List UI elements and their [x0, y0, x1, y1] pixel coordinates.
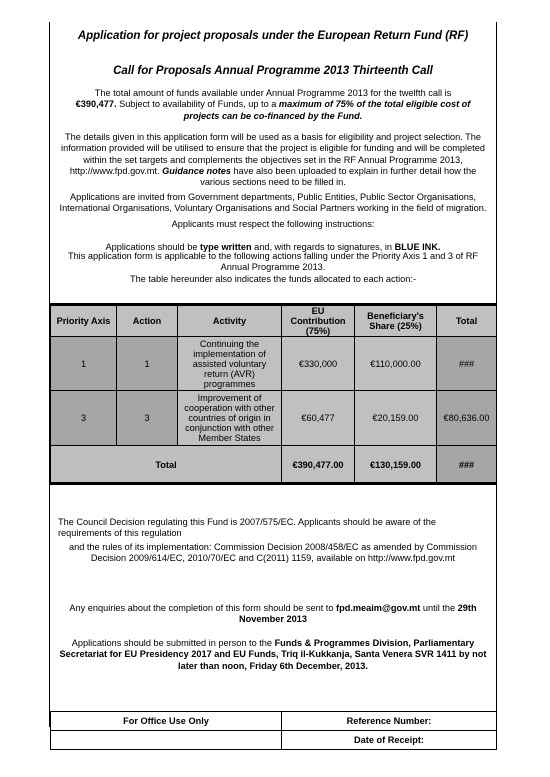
funds-table	[50, 305, 497, 485]
header-eu-contribution: EU Contribution (75%)	[282, 306, 355, 337]
cell-beneficiary-share: €20,159.00	[355, 391, 437, 446]
date-of-receipt-field: Date of Receipt:	[282, 731, 497, 750]
table-row	[51, 337, 497, 391]
details-paragraph	[50, 132, 496, 188]
cell-eu-contribution: €330,000	[282, 337, 355, 391]
cell-priority-axis: 3	[51, 391, 117, 446]
submit-division: Funds & Programmes Division, Parliamentary Secretariat for EU Presidency 2017 and EU Funds, Triq il-Kukkanja, Santa Venera SVR 1411	[59, 638, 475, 660]
cell-priority-axis: 1	[51, 337, 117, 391]
enquiries-text: Any enquiries about the completion of this form should be sent to	[69, 603, 337, 613]
funds-text: Subject to availability of Funds, up to a	[116, 99, 279, 110]
enquiries-text-2: until the	[420, 603, 458, 613]
type-written: type written	[200, 242, 252, 252]
instructions-heading: Applicants must respect the following instructions:	[171, 219, 375, 229]
header-beneficiary-share: Beneficiary's Share (25%)	[355, 306, 437, 337]
enquiries-paragraph	[50, 603, 496, 625]
cell-activity: Continuing the implementation of assisted voluntary return (AVR) programmes	[178, 337, 282, 391]
submit-deadline: noon, Friday 6th December, 2013.	[221, 660, 368, 671]
office-use-label: For Office Use Only	[51, 712, 282, 731]
cell-activity: Improvement of cooperation with other countries of origin in conjunction with other Member States	[178, 391, 282, 446]
submit-text: Applications should be submitted in person to the	[71, 638, 275, 648]
funds-amount: €390,477.	[75, 99, 117, 110]
typed-text: Applications should be	[105, 242, 200, 252]
submit-text-2: by not later than	[178, 649, 487, 671]
total-eu-contribution: €390,477.00	[282, 446, 355, 485]
office-use-table	[50, 711, 497, 750]
table-intro: The table hereunder also indicates the funds allocated to each action:-	[129, 273, 417, 284]
form-title: Application for project proposals under the European Return Fund (RF)	[77, 30, 469, 42]
regulation-paragraph: The Council Decision regulating this Fund is 2007/575/EC. Applicants should be aware of the requirements of this regulation	[58, 517, 436, 539]
application-form-page	[49, 22, 497, 745]
total-beneficiary-share: €130,159.00	[355, 446, 437, 485]
cell-total: ###	[437, 337, 497, 391]
table-total-row	[51, 446, 497, 485]
header-total: Total	[437, 306, 497, 337]
blue-ink: BLUE INK.	[394, 242, 441, 252]
total-label: Total	[51, 446, 282, 485]
cell-action: 1	[117, 337, 178, 391]
table-header-row	[51, 306, 497, 337]
details-text-2: have also been uploaded to explain in further detail how the various sections need to be filled in.	[200, 165, 477, 188]
reference-number-field: Reference Number:	[282, 712, 497, 731]
header-action: Action	[117, 306, 178, 337]
implementation-paragraph: and the rules of its implementation: Commission Decision 2008/458/EC as amended by Commission Decision 2009/614/EC, 2010/70/EC and C(2011) 1159, available on http://www.fpd.gov.mt	[68, 542, 478, 564]
office-use-blank	[51, 731, 282, 750]
enquiries-date: 29th November 2013	[239, 603, 477, 625]
total-total: ###	[437, 446, 497, 485]
header-priority-axis: Priority Axis	[51, 306, 117, 337]
details-text: The details given in this application form will be used as a basis for eligibility and project selection. The information provided will be utilised to ensure that the project is eligible for funding and will be completed within the set targets and complements the objectives set in the RF Annual Programme 2013, http://www.fpd.gov.mt.	[61, 132, 485, 176]
enquiries-email: fpd.meaim@gov.mt	[336, 603, 421, 613]
header-activity: Activity	[178, 306, 282, 337]
call-subtitle: Call for Proposals Annual Programme 2013 Thirteenth Call	[113, 65, 433, 77]
applications-paragraph: Applications are invited from Government departments, Public Entities, Public Sector Organisations, International Organisations, Voluntary Organisations and Social Partners working in the field of migration.	[59, 192, 487, 214]
funds-paragraph	[50, 88, 496, 121]
funds-line: The total amount of funds available under Annual Programme 2013 for the twelfth call is	[94, 88, 452, 98]
cell-action: 3	[117, 391, 178, 446]
typed-text-2: and, with regards to signatures, in	[251, 242, 395, 252]
applicable-text: This application form is applicable to the following actions falling under the Priority Axis 1 and 3 of RF Annual Programme 2013.	[67, 251, 479, 273]
cell-beneficiary-share: €110,000.00	[355, 337, 437, 391]
funds-maximum: maximum of 75% of the total eligible cost of projects can be co-financed by the Fund.	[183, 99, 471, 121]
divider	[50, 482, 496, 484]
applicable-paragraph	[50, 251, 496, 284]
cell-eu-contribution: €60,477	[282, 391, 355, 446]
table-row	[51, 391, 497, 446]
guidance-notes: Guidance notes	[162, 165, 231, 176]
submission-paragraph	[50, 638, 496, 672]
cell-total: €80,636.00	[437, 391, 497, 446]
